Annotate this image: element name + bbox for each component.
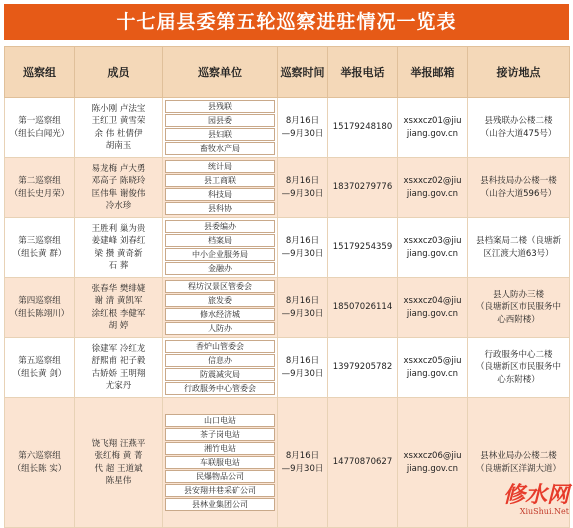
phone-cell: 13979205782 <box>328 338 398 398</box>
group-cell <box>5 158 75 218</box>
group-cell-line: （组长黄 群） <box>12 248 67 259</box>
page-title: 十七届县委第五轮巡察进驻情况一览表 <box>4 4 569 40</box>
unit-item: 防震减灾局 <box>165 368 275 381</box>
place-cell-line: 县科技局办公楼一楼 <box>480 176 557 187</box>
time-cell-line: —9月30日 <box>281 308 324 319</box>
members-cell-line: 张春华 樊绯婕 <box>91 283 146 294</box>
table-row <box>5 338 570 398</box>
unit-item: 程坊汉景区管委会 <box>165 280 275 293</box>
unit-item: 县委编办 <box>165 220 275 233</box>
members-cell-line: 冷水珍 <box>105 200 132 211</box>
members-cell-line: 姜建峰 刘春红 <box>91 236 146 247</box>
unit-item: 车联服电站 <box>165 456 275 469</box>
units-cell <box>163 338 278 398</box>
members-cell-line: 尤家丹 <box>105 380 132 391</box>
place-cell-line: 区江渡大道63号） <box>483 248 554 259</box>
members-cell-line: 谢 清 黄凯军 <box>94 296 143 307</box>
place-cell-line: 县残联办公楼二楼 <box>484 116 553 127</box>
unit-item: 县林业集团公司 <box>165 498 275 511</box>
group-cell-line: 第一巡察组 <box>18 116 61 127</box>
table-row <box>5 98 570 158</box>
unit-item: 湘竹电站 <box>165 442 275 455</box>
members-cell-line: 舒熙甫 祀子毅 <box>91 356 146 367</box>
time-cell-line: 8月16日 <box>285 356 320 367</box>
unit-item: 园县委 <box>165 114 275 127</box>
header-group: 巡察组 <box>5 47 75 98</box>
group-cell-line: 第二巡察组 <box>18 176 61 187</box>
time-cell <box>278 158 328 218</box>
place-cell-line: （山谷大道596号） <box>480 188 557 199</box>
members-cell-line: 石 葬 <box>108 260 129 271</box>
watermark-url: XiuShui.Net <box>519 507 569 516</box>
unit-item: 县工商联 <box>165 174 275 187</box>
place-cell-line: 心西附楼） <box>497 314 540 325</box>
members-cell-line: 陈星伟 <box>105 475 132 486</box>
unit-item: 统计局 <box>165 160 275 173</box>
email-cell <box>398 98 468 158</box>
unit-item: 民爆物品公司 <box>165 470 275 483</box>
time-cell-line: 8月16日 <box>285 236 320 247</box>
members-cell-line: 胡 婷 <box>108 320 129 331</box>
email-cell-line: jiang.gov.cn <box>406 128 459 139</box>
time-cell-line: 8月16日 <box>285 296 320 307</box>
email-cell <box>398 218 468 278</box>
email-cell-line: xsxxcz03@jiu <box>403 236 462 247</box>
members-cell <box>75 218 163 278</box>
phone-cell: 15179254359 <box>328 218 398 278</box>
site-watermark <box>503 483 569 516</box>
time-cell-line: 8月16日 <box>285 116 320 127</box>
unit-item: 信息办 <box>165 354 275 367</box>
email-cell-line: xsxxcz01@jiu <box>403 116 462 127</box>
units-cell <box>163 98 278 158</box>
table-row <box>5 278 570 338</box>
members-cell <box>75 278 163 338</box>
group-cell <box>5 338 75 398</box>
members-cell-line: 王胜利 巢为贵 <box>91 223 146 234</box>
group-cell-line: 第六巡察组 <box>18 451 61 462</box>
members-cell-line: 梁 攒 黄奇新 <box>94 248 143 259</box>
place-cell <box>468 158 570 218</box>
unit-item: 县残联 <box>165 100 275 113</box>
place-cell-line: 县人防办三楼 <box>492 290 544 301</box>
unit-item: 行政服务中心管委会 <box>165 382 275 395</box>
watermark-logo-text: 修水网 <box>502 482 569 508</box>
unit-item: 中小企业服务局 <box>165 248 275 261</box>
members-cell-line: 古娇娇 王明翔 <box>91 368 146 379</box>
email-cell-line: jiang.gov.cn <box>406 188 459 199</box>
time-cell-line: —9月30日 <box>281 368 324 379</box>
header-members: 成员 <box>75 47 163 98</box>
group-cell-line: （组长陈 实） <box>12 463 67 474</box>
place-cell-line: 县档案局二楼（良塘新 <box>475 236 561 247</box>
header-email: 举报邮箱 <box>398 47 468 98</box>
members-cell-line: 余 伟 杜倩伊 <box>94 128 143 139</box>
phone-cell: 18370279776 <box>328 158 398 218</box>
group-cell <box>5 98 75 158</box>
members-cell-line: 易龙梅 卢大勇 <box>91 163 146 174</box>
members-cell-line: 陈小刚 卢法宝 <box>91 103 146 114</box>
email-cell-line: xsxxcz05@jiu <box>403 356 462 367</box>
group-cell-line: （组长白闻光） <box>9 128 70 139</box>
email-cell <box>398 398 468 528</box>
table-row <box>5 218 570 278</box>
email-cell-line: xsxxcz06@jiu <box>403 451 462 462</box>
email-cell <box>398 338 468 398</box>
phone-cell: 14770870627 <box>328 398 398 528</box>
place-cell <box>468 278 570 338</box>
time-cell-line: 8月16日 <box>285 176 320 187</box>
members-cell-line: 邓高子 陈晓玲 <box>91 176 146 187</box>
group-cell <box>5 218 75 278</box>
unit-item: 县妇联 <box>165 128 275 141</box>
unit-item: 山口电站 <box>165 414 275 427</box>
header-row <box>5 47 570 98</box>
members-cell <box>75 338 163 398</box>
header-place: 接访地点 <box>468 47 570 98</box>
units-cell <box>163 218 278 278</box>
phone-cell: 18507026114 <box>328 278 398 338</box>
units-cell <box>163 398 278 528</box>
members-cell <box>75 158 163 218</box>
table-row <box>5 398 570 528</box>
email-cell <box>398 278 468 338</box>
place-cell-line: （良塘新区洋湖大道） <box>475 463 561 474</box>
time-cell <box>278 278 328 338</box>
members-cell <box>75 398 163 528</box>
members-cell-line: 张红梅 黄 菁 <box>94 451 143 462</box>
place-cell-line: （良塘新区市民服务中 <box>475 302 561 313</box>
email-cell-line: jiang.gov.cn <box>406 368 459 379</box>
group-cell-line: 第五巡察组 <box>18 356 61 367</box>
header-phone: 举报电话 <box>328 47 398 98</box>
email-cell-line: xsxxcz02@jiu <box>403 176 462 187</box>
group-cell-line: 第四巡察组 <box>18 296 61 307</box>
members-cell-line: 饶飞翔 汪燕平 <box>91 438 146 449</box>
group-cell-line: （组长史月荣） <box>9 188 70 199</box>
units-cell <box>163 278 278 338</box>
unit-item: 茶子岗电站 <box>165 428 275 441</box>
place-cell <box>468 98 570 158</box>
unit-item: 修水经济城 <box>165 308 275 321</box>
members-cell-line: 王红卫 黄雪荣 <box>91 116 146 127</box>
phone-cell: 15179248180 <box>328 98 398 158</box>
time-cell <box>278 98 328 158</box>
group-cell-line: （组长黄 剑） <box>12 368 67 379</box>
unit-item: 人防办 <box>165 322 275 335</box>
time-cell-line: —9月30日 <box>281 188 324 199</box>
time-cell-line: —9月30日 <box>281 248 324 259</box>
unit-item: 档案局 <box>165 234 275 247</box>
inspection-table <box>4 46 570 528</box>
members-cell-line: 涂红根 李健军 <box>91 308 146 319</box>
members-cell-line: 徐建军 冷红龙 <box>91 343 146 354</box>
unit-item: 畜牧水产局 <box>165 142 275 155</box>
place-cell-line: 行政服务中心二楼 <box>484 350 553 361</box>
unit-item: 香炉山管委会 <box>165 340 275 353</box>
email-cell-line: xsxxcz04@jiu <box>403 296 462 307</box>
place-cell-line: 心东附楼） <box>497 374 540 385</box>
header-units: 巡察单位 <box>163 47 278 98</box>
unit-item: 科技局 <box>165 188 275 201</box>
place-cell-line: （山谷大道475号） <box>480 128 557 139</box>
place-cell-line: （良塘新区市民服务中 <box>475 362 561 373</box>
email-cell-line: jiang.gov.cn <box>406 463 459 474</box>
header-time: 巡察时间 <box>278 47 328 98</box>
email-cell-line: jiang.gov.cn <box>406 248 459 259</box>
unit-item: 金融办 <box>165 262 275 275</box>
unit-item: 县科协 <box>165 202 275 215</box>
members-cell <box>75 98 163 158</box>
unit-item: 旅发委 <box>165 294 275 307</box>
email-cell-line: jiang.gov.cn <box>406 308 459 319</box>
members-cell-line: 代 超 王道斌 <box>94 463 143 474</box>
members-cell-line: 胡南玉 <box>105 140 132 151</box>
members-cell-line: 匡伟隼 谢俊伟 <box>91 188 146 199</box>
time-cell-line: 8月16日 <box>285 451 320 462</box>
units-cell <box>163 158 278 218</box>
group-cell <box>5 398 75 528</box>
place-cell <box>468 338 570 398</box>
group-cell-line: 第三巡察组 <box>18 236 61 247</box>
time-cell-line: —9月30日 <box>281 463 324 474</box>
time-cell <box>278 398 328 528</box>
group-cell-line: （组长陈翊川） <box>9 308 70 319</box>
place-cell <box>468 218 570 278</box>
time-cell <box>278 338 328 398</box>
time-cell <box>278 218 328 278</box>
group-cell <box>5 278 75 338</box>
email-cell <box>398 158 468 218</box>
unit-item: 县安翔井巷采矿公司 <box>165 484 275 497</box>
table-row <box>5 158 570 218</box>
place-cell-line: 县林业局办公楼二楼 <box>480 451 557 462</box>
time-cell-line: —9月30日 <box>281 128 324 139</box>
